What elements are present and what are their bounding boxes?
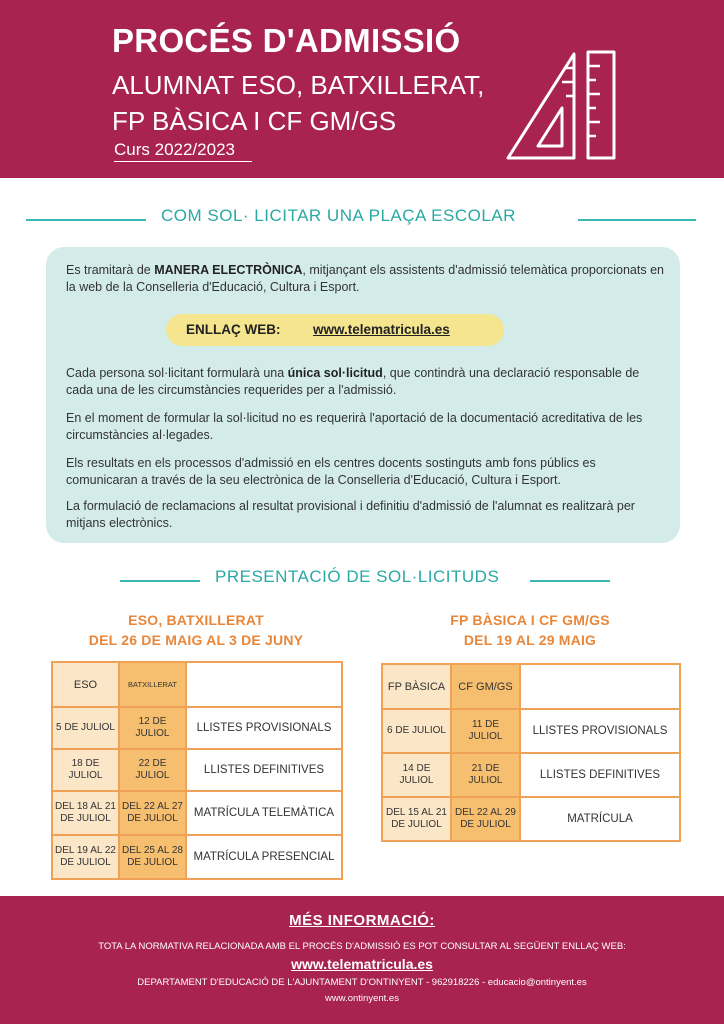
table-row: [52, 791, 342, 835]
eso-date: 18 DE JULIOL: [52, 749, 119, 791]
table-row: [382, 797, 680, 841]
paragraph-documentation: En el moment de formular la sol·licitud no es requerirà l'aportació de la documentació acreditativa de les circumstàncies al·legades.: [66, 411, 643, 442]
fp-basica-date: 14 DE JULIOL: [382, 753, 451, 797]
column-header-fp-basica: FP BÀSICA: [382, 664, 451, 709]
group1-dates: DEL 26 DE MAIG AL 3 DE JUNY: [88, 632, 304, 648]
cf-date: DEL 22 AL 29 DE JULIOL: [451, 797, 520, 841]
table-row: [52, 835, 342, 879]
group2-dates: DEL 19 AL 29 MAIG: [463, 632, 597, 648]
paragraph-single-request-emphasis: única sol·licitud: [287, 366, 383, 380]
eso-date: DEL 19 AL 22 DE JULIOL: [52, 835, 119, 879]
web-link-label: ENLLAÇ WEB:: [186, 322, 281, 337]
table-row: [382, 753, 680, 797]
row-label: LLISTES PROVISIONALS: [520, 709, 680, 753]
section2-rule-right: [530, 580, 610, 582]
batxillerat-date: DEL 25 AL 28 DE JULIOL: [119, 835, 186, 879]
table-row: [52, 749, 342, 791]
cf-date: 21 DE JULIOL: [451, 753, 520, 797]
section2-title: PRESENTACIÓ DE SOL·LICITUDS: [215, 567, 500, 586]
course-year: Curs 2022/2023: [114, 140, 235, 159]
row-label: LLISTES DEFINITIVES: [520, 753, 680, 797]
column-header-blank: [186, 662, 342, 707]
eso-date: DEL 18 AL 21 DE JULIOL: [52, 791, 119, 835]
footer-regulation-text: TOTA LA NORMATIVA RELACIONADA AMB EL PROCÉS D'ADMISSIÓ ES POT CONSULTAR AL SEGÜENT ENLLAÇ WEB:: [98, 941, 626, 952]
page-subtitle-line1: ALUMNAT ESO, BATXILLERAT,: [112, 70, 485, 100]
row-label: MATRÍCULA PRESENCIAL: [186, 835, 342, 879]
footer-title: MÉS INFORMACIÓ:: [289, 912, 435, 929]
schedule-table-eso-batxillerat: [51, 661, 343, 880]
group1-title: ESO, BATXILLERAT: [128, 612, 264, 628]
footer-website[interactable]: www.ontinyent.es: [325, 993, 399, 1004]
column-header-batxillerat: BATXILLERAT: [119, 662, 186, 707]
section1-title: COM SOL· LICITAR UNA PLAÇA ESCOLAR: [161, 206, 516, 225]
paragraph-electronic: Es tramitarà de MANERA ELECTRÒNICA, mitjançant els assistents d'admissió telemàtica proporcionats en la web de la Conselleria d'Educació, Cultura i Esport.: [66, 263, 664, 294]
section1-rule-left: [26, 219, 146, 221]
footer-web-link[interactable]: www.telematricula.es: [291, 956, 433, 972]
fp-basica-date: 6 DE JULIOL: [382, 709, 451, 753]
batxillerat-date: 22 DE JULIOL: [119, 749, 186, 791]
web-link[interactable]: www.telematricula.es: [313, 322, 450, 337]
section2-rule-left: [120, 580, 200, 582]
row-label: LLISTES PROVISIONALS: [186, 707, 342, 749]
table-header-row: [382, 664, 680, 709]
row-label: MATRÍCULA: [520, 797, 680, 841]
paragraph-claims: La formulació de reclamacions al resultat provisional i definitiu d'admissió de l'alumnat es realitzarà per mitjans electrònics.: [66, 499, 635, 530]
table-row: [382, 709, 680, 753]
page-title: PROCÉS D'ADMISSIÓ: [112, 22, 461, 59]
group2-title: FP BÀSICA I CF GM/GS: [450, 612, 610, 628]
column-header-blank: [520, 664, 680, 709]
schedule-table-fp-cf: [381, 663, 681, 842]
batxillerat-date: DEL 22 AL 27 DE JULIOL: [119, 791, 186, 835]
cf-date: 11 DE JULIOL: [451, 709, 520, 753]
column-header-eso: ESO: [52, 662, 119, 707]
column-header-cf-gm-gs: CF GM/GS: [451, 664, 520, 709]
row-label: MATRÍCULA TELEMÀTICA: [186, 791, 342, 835]
footer-contact: DEPARTAMENT D'EDUCACIÓ DE L'AJUNTAMENT D'ONTINYENT - 962918226 - educacio@ontinyent.es: [137, 977, 587, 988]
paragraph-results: Els resultats en els processos d'admissió en els centres docents sostinguts amb fons públics es comunicaran a través de la seu electrònica de la Conselleria d'Educació, Cultura i Esport.: [66, 456, 596, 487]
eso-date: 5 DE JULIOL: [52, 707, 119, 749]
set-square-and-ruler-icon: [502, 46, 628, 164]
fp-basica-date: DEL 15 AL 21 DE JULIOL: [382, 797, 451, 841]
section1-rule-right: [578, 219, 696, 221]
paragraph-electronic-emphasis: MANERA ELECTRÒNICA: [154, 263, 303, 277]
paragraph-single-request: Cada persona sol·licitant formularà una única sol·licitud, que contindrà una declaració responsable de cada una de les circumstàncies requerides per a l'admissió.: [66, 366, 640, 397]
table-row: [52, 707, 342, 749]
table-header-row: [52, 662, 342, 707]
row-label: LLISTES DEFINITIVES: [186, 749, 342, 791]
batxillerat-date: 12 DE JULIOL: [119, 707, 186, 749]
page-subtitle-line2: FP BÀSICA I CF GM/GS: [112, 106, 397, 136]
course-underline: [114, 161, 252, 162]
